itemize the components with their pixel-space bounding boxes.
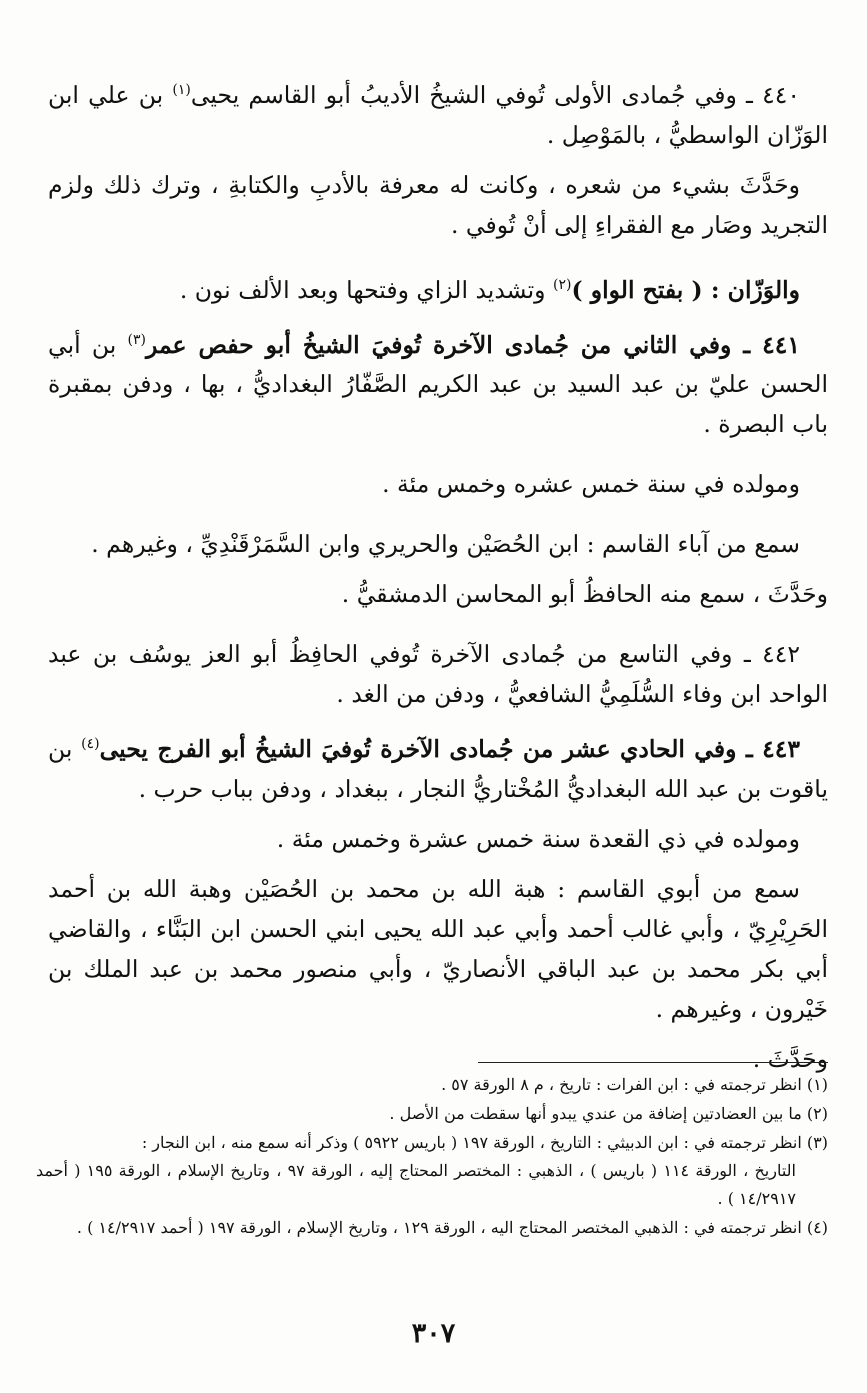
main-text	[48, 70, 828, 1089]
footnote-marker-4[interactable]: (٤)	[81, 736, 100, 753]
footnote-4: (٤) انظر ترجمته في : الذهبي المختصر المحتاج اليه ، الورقة ١٢٩ ، وتاريخ الإسلام ، الورقة ١٩٧ ( أحمد ١٤/٢٩١٧ ) .	[76, 1218, 828, 1237]
footnote-marker-3[interactable]: (٣)	[127, 331, 146, 348]
footnotes	[36, 1071, 828, 1243]
entry-443-teachers: سمع من أبوي القاسم : هبة الله بن محمد بن الحُصَيْن وهبة الله بن أحمد الحَرِيْرِيّ ، وأبي غالب أحمد وأبي عبد الله يحيى ابني الحسن ابن البَنَّاء ، والقاضي أبي بكر محمد بن عبد الباقي الأنصاريّ ، وأبي منصور محمد بن عبد الملك بن خَيْرون ، وغيرهم .	[48, 875, 828, 1024]
entry-440-text-a: ٤٤٠ ـ وفي جُمادى الأولى تُوفي الشيخُ الأديبُ أبو القاسم يحيى	[190, 80, 800, 109]
entry-440-note	[48, 265, 828, 310]
entry-441-birth: ومولده في سنة خمس عشره وخمس مئة .	[382, 470, 800, 499]
page-number: ٣٠٧	[411, 1318, 456, 1349]
footnote-2: (٢) ما بين العضادتين إضافة من عندي يبدو أنها سقطت من الأصل .	[389, 1104, 828, 1123]
footnote-marker-1[interactable]: (١)	[172, 82, 191, 98]
footnote-3-line-1: (٣) انظر ترجمته في : ابن الدبيثي : التاريخ ، الورقة ١٩٧ ( باريس ٥٩٢٢ ) وذكر أنه سمع منه ، ابن النجار :	[141, 1133, 828, 1152]
entry-443	[48, 724, 828, 809]
entry-441-transmission: وحَدَّثَ ، سمع منه الحافظُ أبو المحاسن الدمشقيُّ .	[341, 580, 828, 609]
entry-443-text-a: ٤٤٣ ـ وفي الحادي عشر من جُمادى الآخرة تُوفيَ الشيخُ أبو الفرج يحيى	[99, 735, 800, 764]
entry-441	[48, 320, 828, 445]
entry-441-text-a: ٤٤١ ـ وفي الثاني من جُمادى الآخرة تُوفيَ الشيخُ أبو حفص عمر	[146, 330, 800, 359]
entry-440-note-text-b: وتشديد الزاي وفتحها وبعد الألف نون .	[179, 275, 553, 304]
footnote-separator	[478, 1062, 828, 1063]
footnote-marker-2[interactable]: (٢)	[553, 276, 572, 293]
entry-440	[48, 70, 828, 155]
footnote-1: (١) انظر ترجمته في : ابن الفرات : تاريخ ، م ٨ الورقة ٥٧ .	[441, 1075, 828, 1094]
entry-443-text-b: بن ياقوت بن عبد الله البغداديُّ المُخْتاريُّ النجار ، ببغداد ، ودفن بباب حرب .	[48, 735, 828, 804]
entry-443-birth: ومولده في ذي القعدة سنة خمس عشرة وخمس مئة .	[276, 825, 800, 854]
entry-441-teachers: سمع من آباء القاسم : ابن الحُصَيْن والحريري وابن السَّمَرْقَنْدِيِّ ، وغيرهم .	[91, 530, 800, 559]
entry-442: ٤٤٢ ـ وفي التاسع من جُمادى الآخرة تُوفي الحافِظُ أبو العز يوسُف بن عبد الواحد ابن وفاء السُّلَمِيُّ الشافعيُّ ، ودفن من الغد .	[48, 640, 828, 709]
footnote-3-line-2: التاريخ ، الورقة ١١٤ ( باريس ) ، الذهبي : المختصر المحتاج إليه ، الورقة ٩٧ ، وتاريخ الإسلام ، الورقة ١٩٥ ( أحمد ١٤/٢٩١٧ ) .	[36, 1161, 796, 1208]
entry-441-text-b: بن أبي الحسن عليّ بن عبد السيد بن عبد الكريم الصَّفّارُ البغداديُّ ، بها ، ودفن بمقبرة باب البصرة .	[48, 330, 828, 439]
entry-443-transmission: وحَدَّثَ .	[752, 1045, 828, 1074]
entry-440-body: وحَدَّثَ بشيء من شعره ، وكانت له معرفة بالأدبِ والكتابةِ ، وترك ذلك ولزم التجريد وصَار مع الفقراءِ إلى أنْ تُوفي .	[48, 170, 828, 239]
entry-440-text-b: بن علي ابن الوَزّان الواسطيُّ ، بالمَوْصِل .	[48, 80, 828, 149]
entry-440-note-text-a: والوَزّان : ( بفتح الواو )	[571, 275, 800, 304]
footnote-3	[36, 1129, 828, 1213]
